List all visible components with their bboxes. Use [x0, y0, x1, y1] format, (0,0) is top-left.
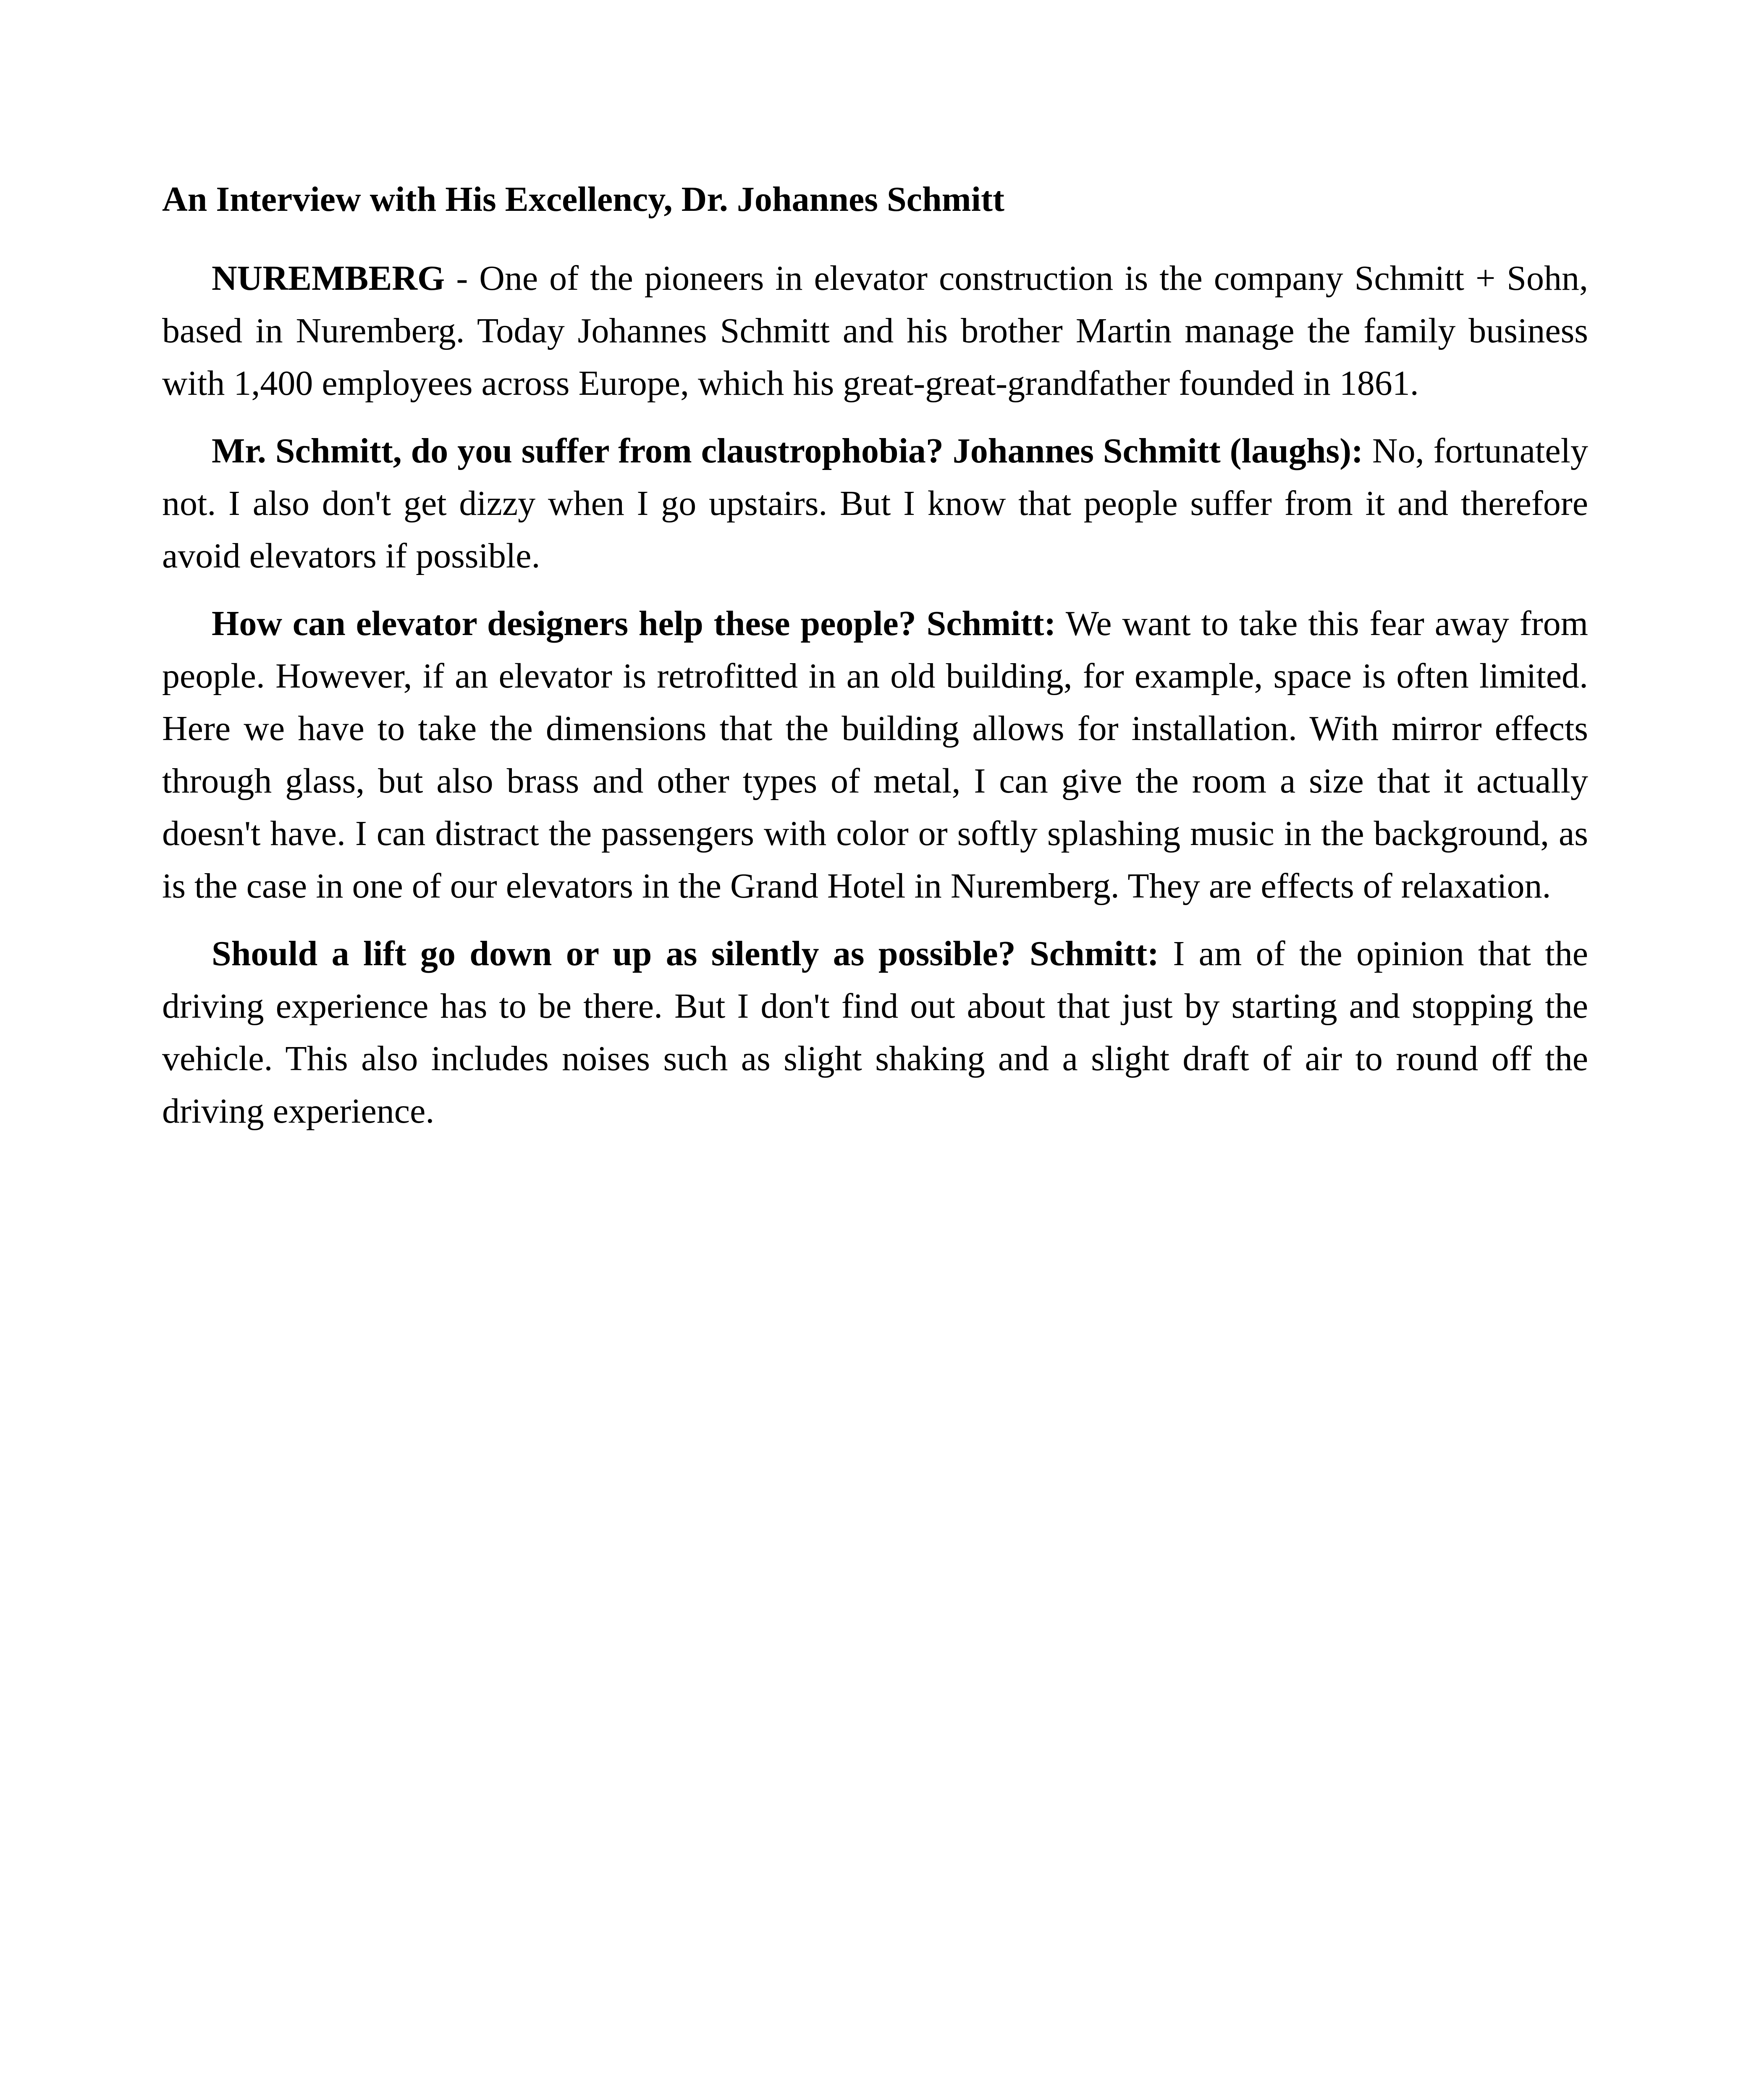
paragraph-lead: NUREMBERG [212, 259, 445, 298]
question-lead: Mr. Schmitt, do you suffer from claustrophobia? Johannes Schmitt (laughs): [212, 431, 1363, 470]
answer-text: We want to take this fear away from people. However, if an elevator is retrofitted in an old building, for example, space is often limited. Here we have to take the dimensions that the building allows for installation. With mirror effects through glass, but also brass and other types of metal, I can give the room a size that it actually doesn't have. I can distract the passengers with color or softly splashing music in the background, as is the case in one of our elevators in the Grand Hotel in Nuremberg. They are effects of relaxation. [162, 604, 1588, 906]
answer-text: No, fortunately not. I also don't get dizzy when I go upstairs. But I know that people suffer from it and therefore avoid elevators if possible. [162, 431, 1588, 575]
answer-text: I am of the opinion that the driving experience has to be there. But I don't find out about that just by starting and stopping the vehicle. This also includes noises such as slight shaking and a slight draft of air to round off the driving experience. [162, 934, 1588, 1131]
document-page [162, 176, 1588, 1152]
paragraph-text: - One of the pioneers in elevator construction is the company Schmitt + Sohn, based in Nuremberg. Today Johannes Schmitt and his brother Martin manage the family business with 1,400 employees across Europe, which his great-great-grandfather founded in 1861. [162, 259, 1588, 403]
document-title: An Interview with His Excellency, Dr. Johannes Schmitt [162, 180, 1004, 219]
question-lead: How can elevator designers help these people? Schmitt: [212, 604, 1056, 643]
question-lead: Should a lift go down or up as silently as possible? Schmitt: [212, 934, 1159, 973]
paragraph-designers [162, 597, 1588, 912]
paragraph-claustrophobia [162, 425, 1588, 582]
paragraph-silence [162, 927, 1588, 1137]
paragraph-intro [162, 252, 1588, 410]
